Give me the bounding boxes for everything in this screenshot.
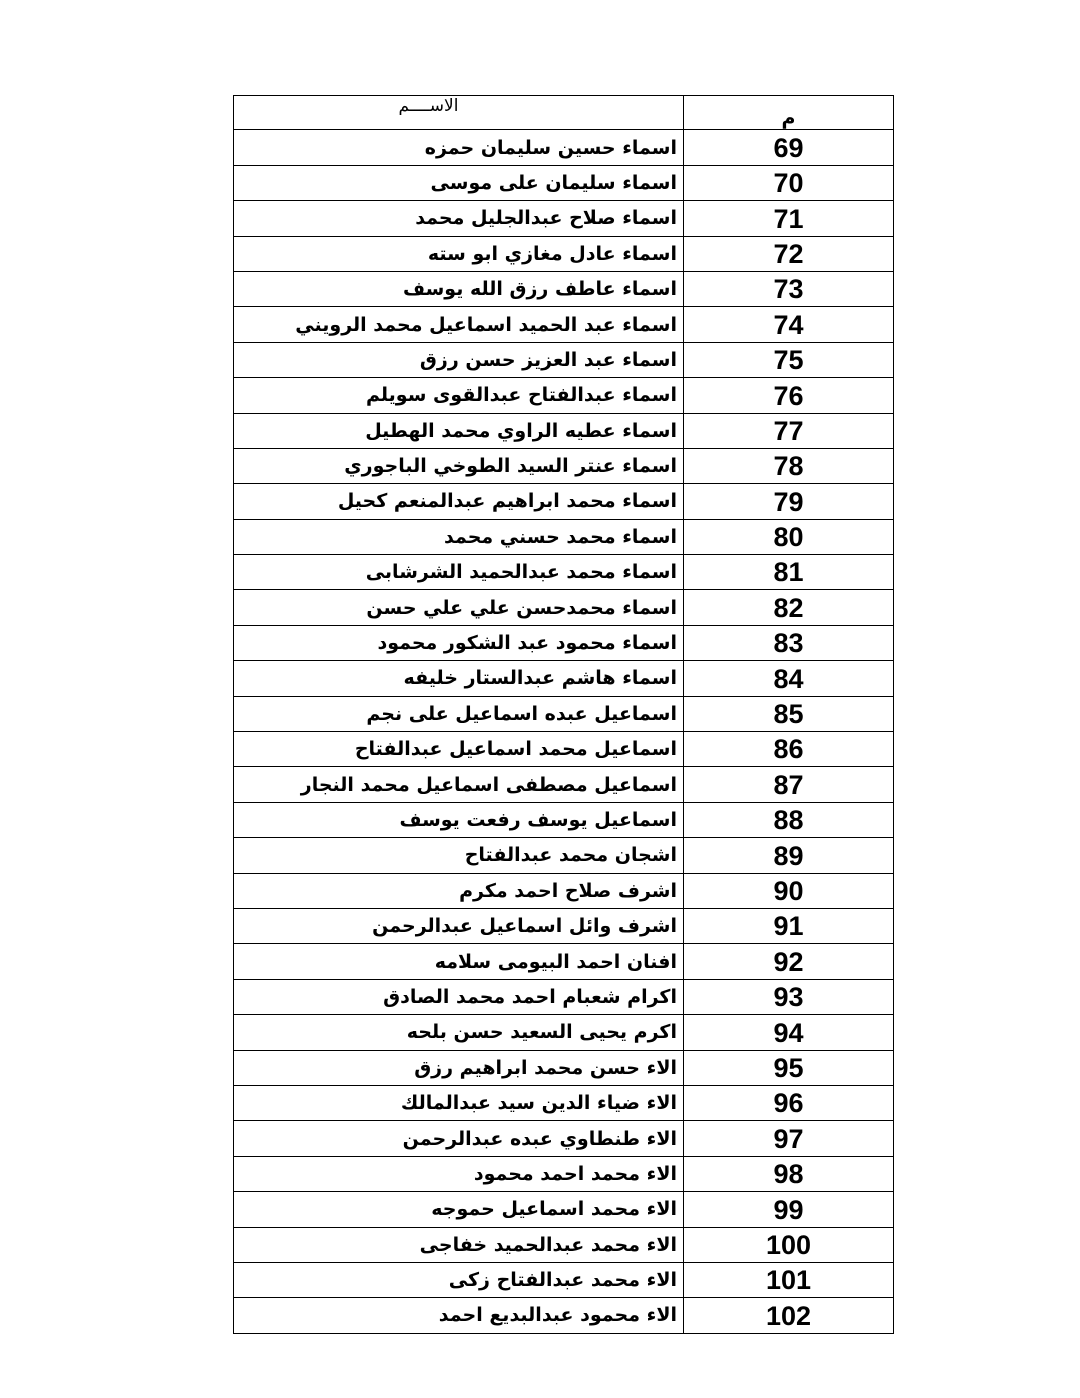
table-row [234,1156,894,1191]
number-cell: 77 [684,413,894,448]
name-cell: اكرم يحيى السعيد حسن بلحه [234,1015,684,1050]
number-cell: 86 [684,732,894,767]
table-row [234,908,894,943]
table-row [234,448,894,483]
name-cell: اسماعيل مصطفى اسماعيل محمد النجار [234,767,684,802]
name-cell: الاء محمد اسماعيل حموجه [234,1192,684,1227]
number-cell: 98 [684,1156,894,1191]
number-cell: 85 [684,696,894,731]
number-cell: 95 [684,1050,894,1085]
table-row [234,732,894,767]
number-cell: 76 [684,378,894,413]
table-row [234,1085,894,1120]
number-cell: 94 [684,1015,894,1050]
number-cell: 84 [684,661,894,696]
name-cell: الاء محمد عبدالفتاح زكى [234,1262,684,1297]
table-row [234,236,894,271]
number-cell: 100 [684,1227,894,1262]
name-cell: افنان احمد البيومى سلامه [234,944,684,979]
number-cell: 92 [684,944,894,979]
number-cell: 83 [684,625,894,660]
name-cell: اشجان محمد عبدالفتاح [234,838,684,873]
name-cell: اسماء هاشم عبدالستار خليفه [234,661,684,696]
column-header-name: الاســــم [234,96,684,130]
name-cell: اسماء محمد ابراهيم عبدالمنعم كحيل [234,484,684,519]
table-body [234,130,894,1333]
name-cell: اسماء محمد حسني محمد [234,519,684,554]
name-cell: اسماء عاطف رزق الله يوسف [234,271,684,306]
table-row [234,1050,894,1085]
name-cell: اكرام شعبام احمد محمد الصادق [234,979,684,1014]
name-cell: اسماء محمدحسن علي علي حسن [234,590,684,625]
number-cell: 82 [684,590,894,625]
name-cell: اسماء عبد الحميد اسماعيل محمد الرويني [234,307,684,342]
header-row [234,96,894,130]
number-cell: 87 [684,767,894,802]
name-cell: الاء ضياء الدين سيد عبدالمالك [234,1085,684,1120]
name-cell: الاء محمد عبدالحميد خفاجى [234,1227,684,1262]
column-header-number: م [684,96,894,130]
table-row [234,1015,894,1050]
number-cell: 72 [684,236,894,271]
name-cell: اسماء حسين سليمان حمزه [234,130,684,165]
table-row [234,555,894,590]
table-row [234,1192,894,1227]
name-cell: اسماء صلاح عبدالجليل محمد [234,201,684,236]
number-cell: 75 [684,342,894,377]
name-cell: الاء محمد احمد محمود [234,1156,684,1191]
table-row [234,838,894,873]
name-cell: اسماء عطيه الراوي محمد الهطيل [234,413,684,448]
table-row [234,1262,894,1297]
table-row [234,519,894,554]
table-row [234,590,894,625]
number-cell: 90 [684,873,894,908]
name-cell: اسماء سليمان على موسى [234,165,684,200]
table-row [234,767,894,802]
number-cell: 96 [684,1085,894,1120]
table-row [234,201,894,236]
name-cell: اسماء عبد العزيز حسن رزق [234,342,684,377]
number-cell: 93 [684,979,894,1014]
number-cell: 79 [684,484,894,519]
table-row [234,271,894,306]
table-row [234,1121,894,1156]
name-cell: اسماعيل يوسف رفعت يوسف [234,802,684,837]
table-row [234,873,894,908]
number-cell: 102 [684,1298,894,1333]
number-cell: 80 [684,519,894,554]
table-row [234,165,894,200]
table-row [234,378,894,413]
number-cell: 73 [684,271,894,306]
name-cell: اسماء محمد عبدالحميد الشرشابى [234,555,684,590]
table-row [234,696,894,731]
number-cell: 78 [684,448,894,483]
table-row [234,342,894,377]
number-cell: 81 [684,555,894,590]
table-row [234,1298,894,1333]
number-cell: 89 [684,838,894,873]
name-cell: اشرف صلاح احمد مكرم [234,873,684,908]
names-table [233,95,894,1334]
name-cell: الاء طنطاوي عبده عبدالرحمن [234,1121,684,1156]
name-cell: اسماء محمود عبد الشكور محمود [234,625,684,660]
name-cell: اسماء عادل مغازي ابو سته [234,236,684,271]
name-cell: الاء حسن محمد ابراهيم رزق [234,1050,684,1085]
table-row [234,484,894,519]
name-cell: الاء محمود عبدالبديع احمد [234,1298,684,1333]
number-cell: 74 [684,307,894,342]
table-row [234,1227,894,1262]
name-cell: اسماعيل عبده اسماعيل على نجم [234,696,684,731]
table-row [234,979,894,1014]
number-cell: 101 [684,1262,894,1297]
table-row [234,802,894,837]
number-cell: 70 [684,165,894,200]
name-cell: اسماء عبدالفتاح عبدالقوى سويلم [234,378,684,413]
table-row [234,307,894,342]
table-row [234,944,894,979]
number-cell: 69 [684,130,894,165]
number-cell: 99 [684,1192,894,1227]
table-row [234,130,894,165]
table-row [234,413,894,448]
table-row [234,661,894,696]
number-cell: 71 [684,201,894,236]
number-cell: 88 [684,802,894,837]
name-cell: اسماء عنتر السيد الطوخي الباجوري [234,448,684,483]
name-cell: اشرف وائل اسماعيل عبدالرحمن [234,908,684,943]
number-cell: 91 [684,908,894,943]
name-cell: اسماعيل محمد اسماعيل عبدالفتاح [234,732,684,767]
table-row [234,625,894,660]
number-cell: 97 [684,1121,894,1156]
